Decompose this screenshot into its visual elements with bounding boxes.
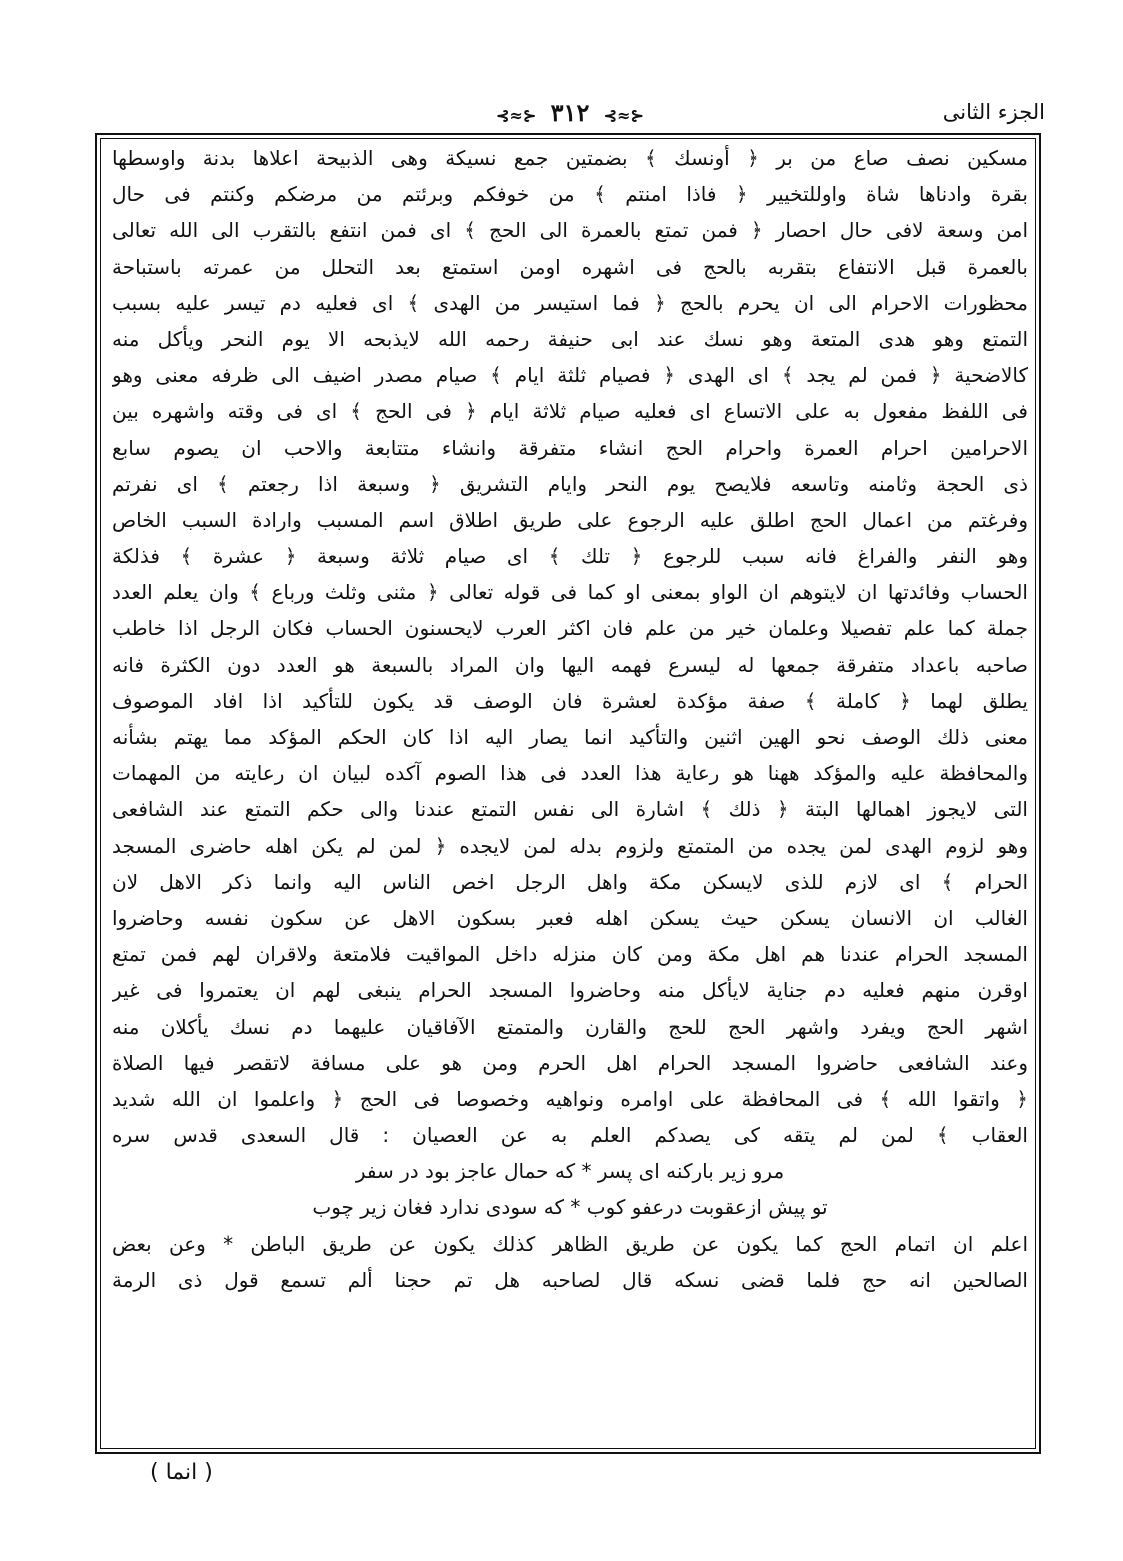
text-line: معنى ذلك الوصف نحو الهين اثنين والتأكيد انما يصار اليه اذا كان الحكم المؤكد مما يهتم بشأنه xyxy=(112,725,1028,749)
catchword: ( انما ) xyxy=(150,1460,213,1485)
part-title: الجزء الثانى xyxy=(942,100,1045,124)
verse-line: تو پيش ازعقوبت درعفو كوب * كه سودى ندارد فغان زير چوب xyxy=(312,1195,828,1220)
text-line: بقرة وادناها شاة واوللتخيير ﴿ فاذا امنتم ﴾ من خوفكم وبرئتم من مرضكم وكنتم فى حال xyxy=(112,182,1028,207)
text-line: الغالب ان الانسان يسكن حيث يسكن اهله فعبر بسكون الاهل عن سكون نفسه وحاضروا xyxy=(112,905,1028,930)
text-line: اوقرن منهم فعليه دم جناية لايأكل منه وحاضروا المسجد الحرام ينبغى لهم ان يعتمروا فى غير xyxy=(112,978,1028,1003)
text-line: بالعمرة قبل الانتفاع بتقربه بالحج فى اشهره اومن استمتع بعد التحلل من عمرته باستباحة xyxy=(112,254,1028,279)
text-line: الصالحين انه حج فلما قضى نسكه قال لصاحبه هل تم حجنا ألم تسمع قول ذى الرمة xyxy=(112,1267,1028,1292)
verse-line: مرو زير باركنه اى پسر * كه حمال عاجز بود در سفر xyxy=(355,1159,785,1184)
text-line: امن وسعة لافى حال احصار ﴿ فمن تمتع بالعمرة الى الحج ﴾ اى فمن انتفع بالتقرب الى الله تعالى xyxy=(112,218,1028,243)
text-line: الحرام ﴾ اى لازم للذى لايسكن مكة واهل الرجل اخص الناس اليه وانما ذكر الاهل لان xyxy=(112,869,1028,894)
text-line: اعلم ان اتمام الحج كما يكون عن طريق الظاهر كذلك يكون عن طريق الباطن * وعن بعض xyxy=(112,1231,1028,1256)
text-line: العقاب ﴾ لمن لم يتقه كى يصدكم العلم به عن العصيان : قال السعدى قدس سره xyxy=(112,1123,1028,1148)
text-line: جملة كما علم تفصيلا وعلمان خير من علم فان اكثر العرب لايحسنون الحساب فكان الرجل اذا خاطب xyxy=(112,616,1028,641)
text-line: التى لايجوز اهمالها البتة ﴿ ذلك ﴾ اشارة الى نفس التمتع عندنا والى حكم التمتع عند الشافعى xyxy=(112,797,1028,822)
text-line: محظورات الاحرام الى ان يحرم بالحج ﴿ فما استيسر من الهدى ﴾ اى فعليه دم تيسر عليه بسبب xyxy=(112,290,1028,315)
main-text xyxy=(112,140,1028,1298)
text-line: ﴿ واتقوا الله ﴾ فى المحافظة على اوامره ونواهيه وخصوصا فى الحج ﴿ واعلموا ان الله شديد xyxy=(112,1086,1028,1111)
text-line: المسجد الحرام عندنا هم اهل مكة ومن كان منزله داخل المواقيت فلامتعة ولاقران لهم فمن تمتع xyxy=(112,942,1028,967)
page-number-block xyxy=(95,98,1045,127)
text-line: فى اللفظ مفعول به على الاتساع اى فعليه صيام ثلاثة ايام ﴿ فى الحج ﴾ اى فى وقته واشهره بين xyxy=(112,399,1028,424)
text-line: والمحافظة عليه والمؤكد ههنا هو رعاية هذا العدد فى هذا الصوم آكده لبيان ان رعايته من المهمات xyxy=(112,761,1028,786)
text-line: التمتع وهو هدى المتعة وهو نسك عند ابى حنيفة رحمه الله لايذبحه الا يوم النحر ويأكل منه xyxy=(112,326,1028,351)
text-line: الحساب وفائدتها ان لايتوهم ان الواو بمعنى او كما فى قوله تعالى ﴿ مثنى وثلث ورباع ﴾ وان يعلم العدد xyxy=(112,580,1028,605)
left-ornament-icon: ⊰≈⊱ xyxy=(603,106,644,125)
right-ornament-icon: ⊰≈⊱ xyxy=(496,106,537,125)
text-line: وهو النفر والفراغ فانه سبب للرجوع ﴿ تلك ﴾ اى صيام ثلاثة وسبعة ﴿ عشرة ﴾ فذلكة xyxy=(112,544,1028,569)
text-line: يطلق لهما ﴿ كاملة ﴾ صفة مؤكدة لعشرة فان الوصف قد يكون للتأكيد اذا افاد الموصوف xyxy=(112,688,1028,713)
text-line: وهو لزوم الهدى لمن يجده من المتمتع ولزوم بدله لمن لايجده ﴿ لمن لم يكن اهله حاضرى المسجد xyxy=(112,833,1028,858)
text-line: الاحرامين احرام العمرة واحرام الحج انشاء متفرقة وانشاء متتابعة والاحب ان يصوم سابع xyxy=(112,435,1028,460)
text-line: وعند الشافعى حاضروا المسجد الحرام اهل الحرم ومن هو على مسافة لاتقصر فيها الصلاة xyxy=(112,1050,1028,1075)
page-number: ٣١٢ xyxy=(550,98,590,127)
page-header xyxy=(95,98,1045,134)
text-line: كالاضحية ﴿ فمن لم يجد ﴾ اى الهدى ﴿ فصيام ثلثة ايام ﴾ صيام مصدر اضيف الى ظرفه معنى وهو xyxy=(112,363,1028,388)
text-line: صاحبه باعداد متفرقة جمعها له ليسرع فهمه اليها وان المراد بالسبعة هو العدد دون الكثرة فانه xyxy=(112,652,1028,677)
text-line: اشهر الحج ويفرد واشهر الحج للحج والقارن والمتمتع الآفاقيان عليهما دم نسك يأكلان منه xyxy=(112,1014,1028,1039)
text-line: ذى الحجة وثامنه وتاسعه فلايصح يوم النحر وايام التشريق ﴿ وسبعة اذا رجعتم ﴾ اى نفرتم xyxy=(112,471,1028,496)
text-line: وفرغتم من اعمال الحج اطلق عليه الرجوع على طريق اطلاق اسم المسبب وارادة السبب الخاص xyxy=(112,507,1028,532)
text-line: مسكين نصف صاع من بر ﴿ أونسك ﴾ بضمتين جمع نسيكة وهى الذبيحة اعلاها بدنة واوسطها xyxy=(112,146,1028,170)
